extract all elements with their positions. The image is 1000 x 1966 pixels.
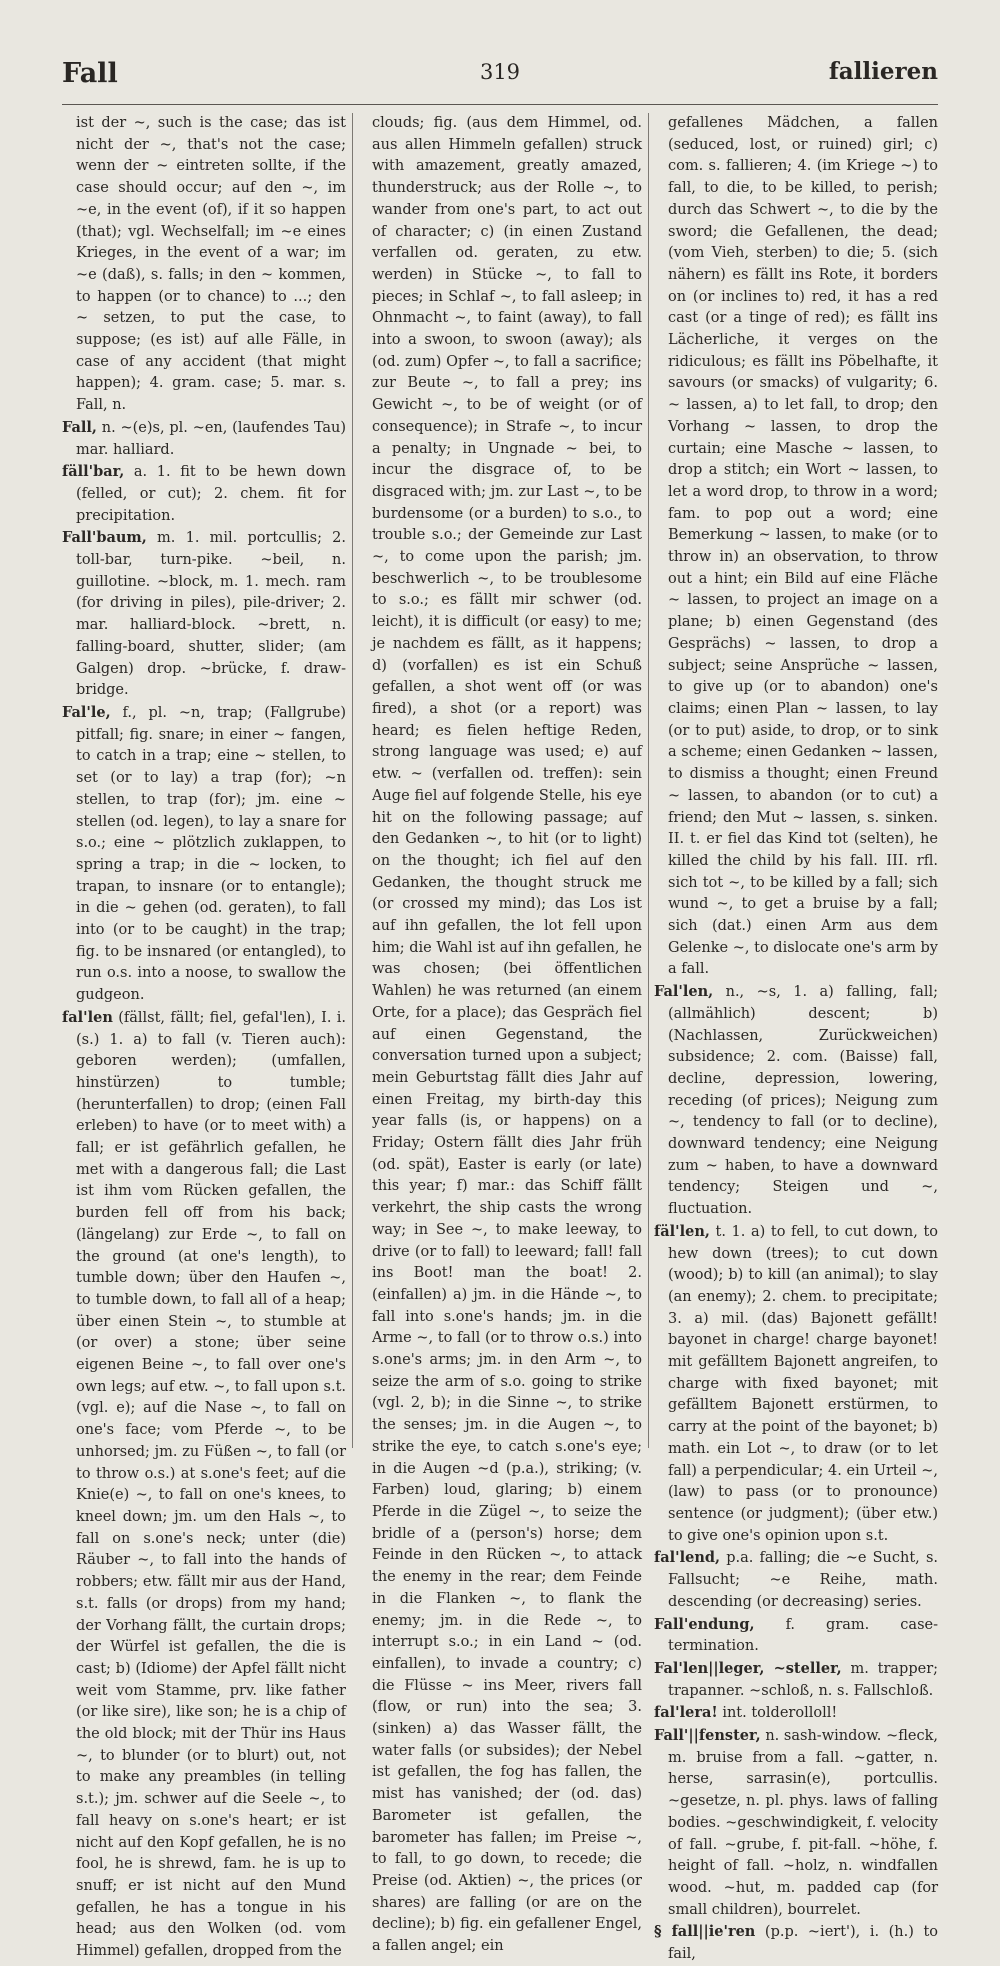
entry-text: f. gram. case-termination. — [668, 1616, 938, 1655]
entry-text: clouds; fig. (aus dem Himmel, od. aus allen Himmeln gefallen) struck with amazement, greatly amazed, thunderstruck; aus der Rolle ~, to wander from one's part, to act out of character; c) (in einen Zustand verfallen od. geraten, zu etw. werden) in Stücke ~, to fall to pieces; in Schlaf ~, to fall asleep; in Ohnmacht ~, to faint (away), to fall into a swoon, to swoon (away); als (od. zum) Opfer ~, to fall a sacrifice; zur Beute ~, to fall a prey; ins Gewicht ~, to be of weight (or of consequence); in Strafe ~, to incur a penalty; in Ungnade ~ bei, to incur the disgrace of, to be disgraced with; jm. zur Last ~, to be burdensome (or a burden) to s.o., to trouble s.o.; der Gemeinde zur Last ~, to come upon the parish; jm. beschwerlich ~, to be troublesome to s.o.; es fällt mir schwer (od. leicht), it is difficult (or easy) to me; je nachdem es fällt, as it happens; d) (vorfallen) es ist ein Schuß gefallen, a shot went off (or was fired), a shot (or a report) was heard; es fielen heftige Reden, strong language was used; e) auf etw. ~ (verfallen od. treffen): sein Auge fiel auf folgende Stelle, his eye hit on the following passage; auf den Gedanken ~, to hit (or to light) on the thought; ich fiel auf den Gedanken, the thought struck me (or crossed my mind); das Los ist auf ihn gefallen, the lot fell upon him; die Wahl ist auf ihn gefallen, he was chosen; (bei öffentlichen Wahlen) he was returned (an einem Orte, for a place); das Gespräch fiel auf einen Gegenstand, the conversation turned upon a subject; mein Geburtstag fällt dies Jahr auf einen Freitag, my birth-day this year falls (is, or happens) on a Friday; Ostern fällt dies Jahr früh (od. spät), Easter is early (or late) this year; f) mar.: das Schiff fällt verkehrt, the ship casts the wrong way; in See ~, to make leeway, to drive (or to fall) to leeward; fall! fall ins Boot! man the boat! 2. (einfallen) a) jm. in die Hände ~, to fall into s.one's hands; jm. in die Arme ~, to fall (or to throw o.s.) into s.one's arms; jm. in den Arm ~, to seize the arm of s.o. going to strike (vgl. 2, b); in die Sinne ~, to strike the senses; jm. in die Augen ~, to strike the eye, to catch s.one's eye; in die Augen ~d (p.a.), striking; (v. Farben) loud, glaring; b) einem Pferde in die Zügel ~, to seize the bridle of a (person's) horse; dem Feinde in den Rücken ~, to attack the enemy in the rear; dem Feinde in die Flanken ~, to flank the enemy; jm. in die Rede ~, to interrupt s.o.; in ein Land ~ (od. einfallen), to invade a country; c) die Flüsse ~ ins Meer, rivers fall (flow, or run) into the sea; 3. (sinken) a) das Wasser fällt, the water falls (or subsides); der Nebel ist gefallen, the fog has fallen, the mist has vanished; der (od. das) Barometer ist gefallen, the barometer has fallen; im Preise ~, to fall, to go down, to recede; die Preise (od. Aktien) ~, the prices (or shares) are falling (or are on the decline); b) fig. ein gefallener Engel, a fallen angel; ein — [372, 115, 642, 1955]
dictionary-entry — [62, 527, 346, 702]
dictionary-entry — [62, 461, 346, 527]
headword: fäl'len, — [654, 1222, 710, 1240]
headword: Fall'||fenster, — [654, 1727, 761, 1745]
running-head-right-guideword: fallieren — [828, 58, 938, 85]
entry-text: n. sash-window. ~fleck, m. bruise from a fall. ~gatter, n. herse, sarrasin(e), portcullis. ~gesetze, n. pl. phys. laws of falling bodies. ~geschwindigkeit, f. velocity of fall. ~grube, f. pit-fall. ~höhe, f. height of fall. ~holz, n. windfallen wood. ~hut, m. padded cap (for small children), bourrelet. — [668, 1728, 938, 1918]
headword: Fall'baum, — [62, 529, 147, 547]
dictionary-entry — [654, 981, 938, 1221]
headword: Fal'le, — [62, 703, 111, 721]
dictionary-entry — [62, 1007, 346, 1963]
entry-text: (p.p. ~iert'), i. (h.) to fail, — [668, 1924, 939, 1963]
entry-text: f., pl. ~n, trap; (Fallgrube) pitfall; fig. snare; in einer ~ fangen, to catch in a trap; eine ~ stellen, to set (or to lay) a trap (for); ~n stellen, to trap (for); jm. eine ~ stellen (od. legen), to lay a snare for s.o.; eine ~ plötzlich zuklappen, to spring a trap; in die ~ locken, to trapan, to insnare (or to entangle); in die ~ gehen (od. geraten), to fall into (or to be caught) in the trap; fig. to be insnared (or entangled), to run o.s. into a noose, to swallow the gudgeon. — [76, 704, 346, 1004]
headword: Fal'len||leger, ~steller, — [654, 1659, 842, 1677]
column-divider — [648, 113, 649, 1448]
text-columns — [62, 113, 939, 1963]
headword: fal'lera! — [654, 1704, 718, 1722]
headword: Fal'len, — [654, 983, 714, 1001]
entry-continuation — [654, 113, 938, 981]
dictionary-entry — [654, 1725, 938, 1921]
column-3 — [654, 113, 939, 1963]
running-head — [62, 58, 938, 98]
entry-text: a. 1. fit to be hewn down (felled, or cut); 2. chem. fit for precipitation. — [76, 464, 347, 524]
headword: fäll'bar, — [62, 463, 125, 481]
entry-continuation — [358, 113, 642, 1958]
entry-text: m. 1. mil. portcullis; 2. toll-bar, turn-pike. ~beil, n. guillotine. ~block, m. 1. mech. ram (for driving in piles), pile-driver; 2. mar. halliard-block. ~brett, n. falling-board, shutter, slider; (am Galgen) drop. ~brücke, f. draw-bridge. — [76, 530, 347, 699]
headword: fal'len — [62, 1008, 113, 1026]
entry-continuation — [62, 113, 346, 417]
entry-text: (fällst, fällt; fiel, gefal'len), I. i. (s.) 1. a) to fall (v. Tieren auch): geboren werden); (umfallen, hinstürzen) to tumble; (herunterfallen) to drop; (einen Fall erleben) to have (or to meet with) a fall; er ist gefährlich gefallen, he met with a dangerous fall; die Last ist ihm vom Rücken gefallen, the burden fell off from his back; (längelang) zur Erde ~, to fall on the ground (at one's length), to tumble down; über den Haufen ~, to tumble down, to fall all of a heap; über einen Stein ~, to stumble at (or over) a stone; über seine eigenen Beine ~, to fall over one's own legs; auf etw. ~, to fall upon s.t. (vgl. e); auf die Nase ~, to fall on one's face; vom Pferde ~, to be unhorsed; jm. zu Füßen ~, to fall (or to throw o.s.) at s.one's feet; auf die Knie(e) ~, to fall on one's knees, to kneel down; jm. um den Hals ~, to fall on s.one's neck; unter (die) Räuber ~, to fall into the hands of robbers; etw. fällt mir aus der Hand, s.t. falls (or drops) from my hand; der Vorhang fällt, the curtain drops; der Würfel ist gefallen, the die is cast; b) (Idiome) der Apfel fällt nicht weit vom Stamme, prv. like father (or like sire), like son; he is a chip of the old block; mit der Thür ins Haus ~, to blunder (or to blurt) out, not to make any preambles (in telling s.t.); jm. schwer auf die Seele ~, to fall heavy on s.one's heart; er ist nicht auf den Kopf gefallen, he is no fool, he is shrewd, fam. he is up to snuff; er ist nicht auf den Mund gefallen, he has a tongue in his head; aus den Wolken (od. vom Himmel) gefallen, dropped from the — [76, 1009, 346, 1960]
dictionary-entry — [654, 1221, 938, 1548]
entry-text: n. ~(e)s, pl. ~en, (laufendes Tau) mar. halliard. — [76, 419, 347, 458]
header-rule — [62, 104, 938, 105]
column-1 — [62, 113, 347, 1960]
page-number-text: 319 — [479, 60, 521, 84]
dictionary-entry — [654, 1547, 938, 1613]
headword: § fall||ie'ren — [654, 1923, 756, 1941]
headword: fal'lend, — [654, 1549, 721, 1567]
running-head-left-guideword: Fall — [62, 58, 118, 89]
headword: Fall'endung, — [654, 1615, 755, 1633]
entry-text: ist der ~, such is the case; das ist nicht der ~, that's not the case; wenn der ~ eintreten sollte, if the case should occur; auf den ~, im ~e, in the event (of), if it so happen (that); vgl. Wechselfall; im ~e eines Krieges, in the event of a war; im ~e (daß), s. falls; in den ~ kommen, to happen (or to chance) to ...; den ~ setzen, to put the case, to suppose; (es ist) auf alle Fälle, in case of any accident (that might happen); 4. gram. case; 5. mar. s. Fall, n. — [76, 115, 346, 414]
entry-text: p.a. falling; die ~e Sucht, s. Fallsucht; ~e Reihe, math. descending (or decreasing) series. — [668, 1550, 938, 1610]
page-number — [62, 60, 938, 84]
dictionary-entry — [654, 1702, 938, 1725]
dictionary-entry — [62, 417, 346, 461]
entry-text: t. 1. a) to fell, to cut down, to hew down (trees); to cut down (wood); b) to kill (an animal); to slay (an enemy); 2. chem. to precipitate; 3. a) mil. (das) Bajonett gefällt! bayonet in charge! charge bayonet! mit gefälltem Bajonett angreifen, to charge with fixed bayonet; mit gefälltem Bajonett erstürmen, to carry at the point of the bayonet; b) math. ein Lot ~, to draw (or to let fall) a perpendicular; 4. ein Urteil ~, (law) to pass (or to pronounce) sentence (or judgment); (über etw.) to give one's opinion upon s.t. — [668, 1223, 939, 1544]
entry-text: n., ~s, 1. a) falling, fall; (allmählich) descent; b) (Nachlassen, Zurückweichen) subsidence; 2. com. (Baisse) fall, decline, depression, lowering, receding (of prices); Neigung zum ~, tendency to fall (or to decline), downward tendency; eine Neigung zum ~ haben, to have a downward tendency; Steigen und ~, fluctuation. — [668, 984, 939, 1218]
column-2 — [358, 113, 642, 1955]
entry-text: int. tolderolloll! — [722, 1705, 838, 1722]
dictionary-entry — [654, 1921, 938, 1965]
column-divider — [352, 113, 353, 1448]
dictionary-entry — [62, 702, 346, 1007]
dictionary-entry — [654, 1614, 938, 1658]
entry-text: gefallenes Mädchen, a fallen (seduced, lost, or ruined) girl; c) com. s. fallieren; 4. (im Kriege ~) to fall, to die, to be killed, to perish; durch das Schwert ~, to die by the sword; die Gefallenen, the dead; (vom Vieh, sterben) to die; 5. (sich nähern) es fällt ins Rote, it borders on (or inclines to) red, it has a red cast (or a tinge of red); es fällt ins Lächerliche, it verges on the ridiculous; es fällt ins Pöbelhafte, it savours (or smacks) of vulgarity; 6. ~ lassen, a) to let fall, to drop; den Vorhang ~ lassen, to drop the curtain; eine Masche ~ lassen, to drop a stitch; ein Wort ~ lassen, to let a word drop, to throw in a word; fam. to pop out a word; eine Bemerkung ~ lassen, to make (or to throw in) an observation, to throw out a hint; ein Bild auf eine Fläche ~ lassen, to project an image on a plane; b) einen Gegenstand (des Gesprächs) ~ lassen, to drop a subject; seine Ansprüche ~ lassen, to give up (or to abandon) one's claims; einen Plan ~ lassen, to lay (or to put) aside, to drop, or to sink a scheme; einen Gedanken ~ lassen, to dismiss a thought; einen Freund ~ lassen, to abandon (or to cut) a friend; den Mut ~ lassen, s. sinken. II. t. er fiel das Kind tot (selten), he killed the child by his fall. III. rfl. sich tot ~, to be killed by a fall; sich wund ~, to get a bruise by a fall; sich (dat.) einen Arm aus dem Gelenke ~, to dislocate one's arm by a fall. — [668, 115, 938, 978]
dictionary-entry — [654, 1658, 938, 1702]
entry-text: m. trapper; trapanner. ~schloß, n. s. Fallschloß. — [668, 1660, 939, 1699]
headword: Fall, — [62, 418, 97, 436]
